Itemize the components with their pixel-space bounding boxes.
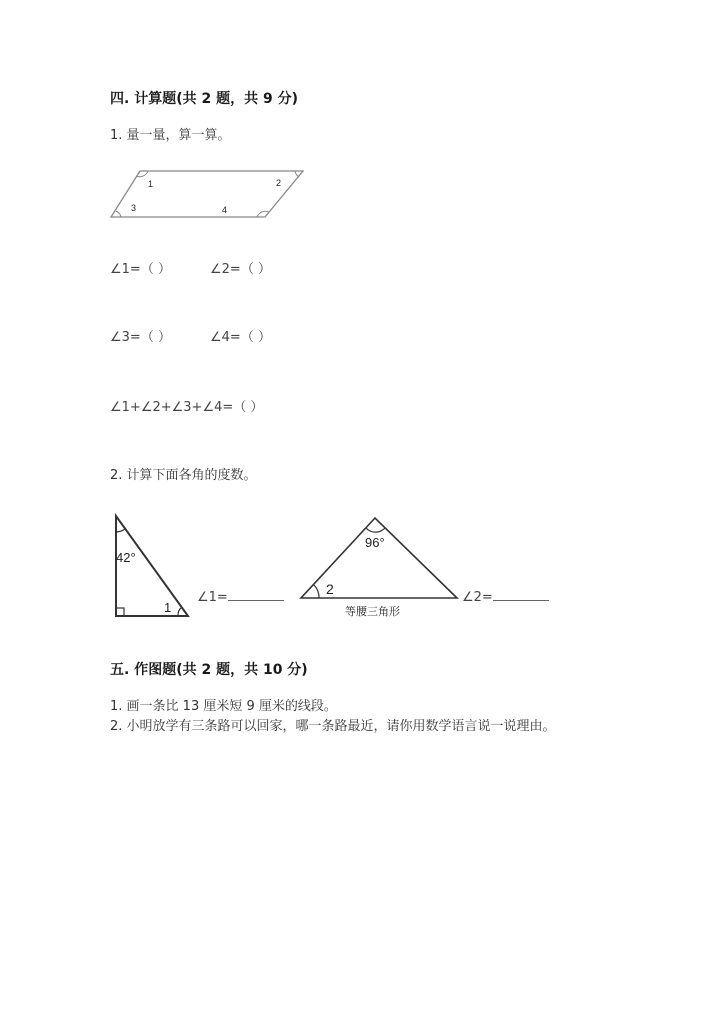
angle-96-label: 96° — [365, 535, 385, 550]
answer2-blank[interactable] — [493, 589, 549, 601]
parallelogram-figure — [105, 165, 310, 225]
apex-angle-arc — [366, 528, 385, 532]
isosceles-triangle-figure — [295, 512, 465, 622]
section5-q2: 2. 小明放学有三条路可以回家，哪一条路最近，请你用数学语言说一说理由。 — [110, 719, 556, 734]
right-triangle-figure — [108, 510, 198, 622]
angle2-label: 2 — [276, 178, 282, 188]
answer2-line — [462, 589, 549, 605]
section5-q1: 1. 画一条比 13 厘米短 9 厘米的线段。 — [110, 699, 337, 714]
answer2-label: ∠2= — [462, 590, 493, 605]
right-triangle-shape — [116, 516, 188, 616]
angle3-answer: ∠3=（ ） — [110, 330, 171, 345]
section4-title: 四. 计算题(共 2 题，共 9 分) — [110, 91, 298, 107]
q1-prompt: 1. 量一量，算一算。 — [110, 128, 231, 143]
angle2-arc — [295, 171, 299, 177]
answer1-line — [197, 589, 284, 605]
angle4-label: 4 — [222, 205, 228, 215]
triangle-angle1-label: 1 — [164, 600, 172, 615]
angle1-answer: ∠1=（ ） — [110, 262, 171, 277]
section5-title: 五. 作图题(共 2 题，共 10 分) — [110, 662, 308, 678]
base-angle-arc — [314, 585, 319, 598]
answer1-blank[interactable] — [228, 589, 284, 601]
isosceles-triangle-shape — [301, 518, 457, 598]
angle3-label: 3 — [131, 203, 137, 213]
isosceles-caption: 等腰三角形 — [345, 606, 400, 618]
right-angle-mark — [116, 608, 124, 616]
angle1-label: 1 — [148, 179, 154, 189]
angle3-arc — [116, 211, 121, 217]
isosceles-angle2-label: 2 — [326, 581, 334, 597]
angle4-answer: ∠4=（ ） — [210, 330, 271, 345]
angle-42-label: 42° — [116, 550, 136, 565]
q2-prompt: 2. 计算下面各角的度数。 — [110, 468, 257, 483]
answer1-label: ∠1= — [197, 590, 228, 605]
angle-sum-answer: ∠1+∠2+∠3+∠4=（ ） — [110, 400, 264, 415]
parallelogram-shape — [111, 171, 303, 217]
angle2-answer: ∠2=（ ） — [210, 262, 271, 277]
top-angle-arc — [116, 529, 125, 532]
